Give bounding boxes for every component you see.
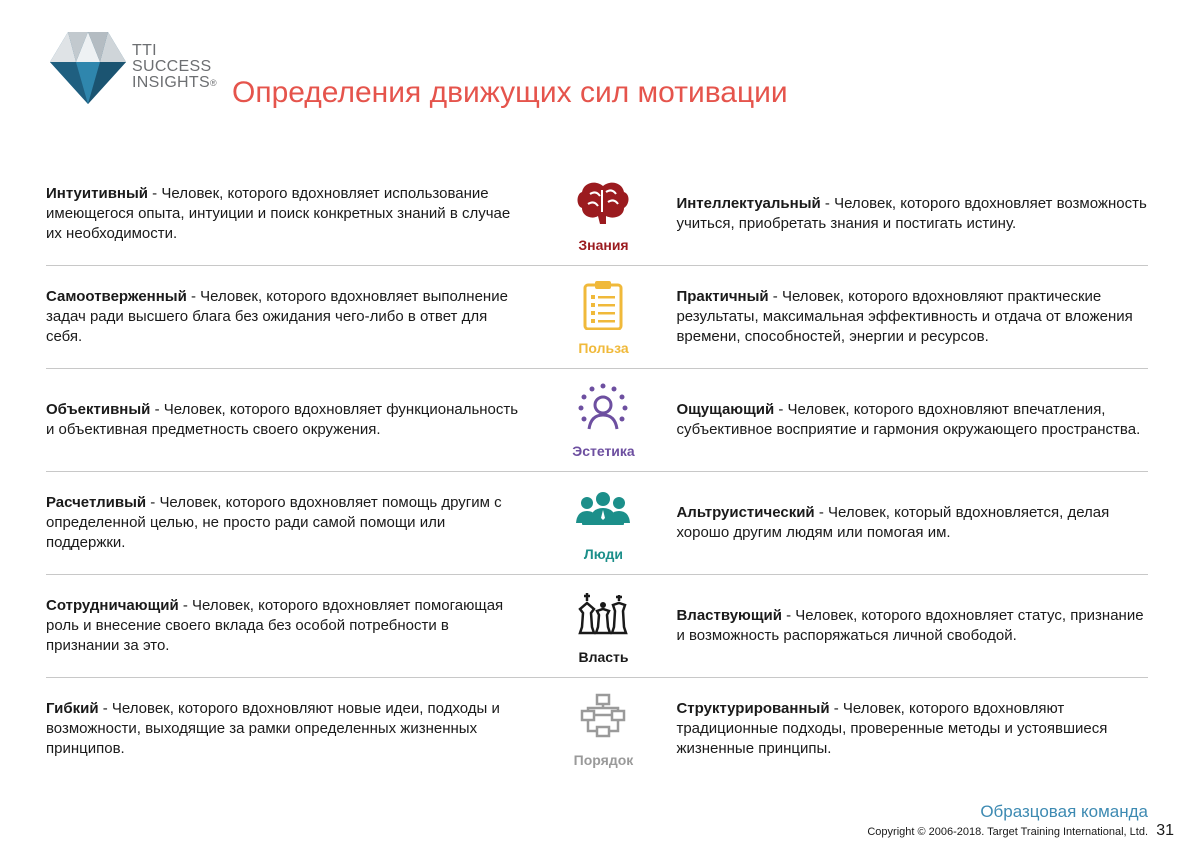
copyright-text: Copyright © 2006-2018. Target Training International, Ltd. <box>867 826 1148 838</box>
left-definition: Сотрудничающий - Человек, которого вдохновляет помогающая роль и внесение своего вклада без особой потребности в признании за это. <box>46 597 504 654</box>
left-definition: Гибкий - Человек, которого вдохновляют новые идеи, подходы и возможности, выходящие за рамки определенных жизненных принципов. <box>46 700 500 757</box>
right-definition: Структурированный - Человек, которого вдохновляют традиционные подходы, проверенные методы и устоявшиеся жизненные принципы. <box>676 700 1108 757</box>
page-number: 31 <box>1156 822 1174 839</box>
motivator-badge <box>533 478 675 568</box>
tti-logo <box>46 26 226 110</box>
flowchart-icon <box>576 690 630 744</box>
right-definition: Практичный - Человек, которого вдохновляют практические результаты, максимальная эффективность и отдача от вложения времени, способностей, энергии и ресурсов. <box>676 288 1133 345</box>
logo-wordmark: TTI SUCCESS INSIGHTS® <box>132 42 217 91</box>
motivator-badge <box>533 272 675 362</box>
left-definition: Самоотверженный - Человек, которого вдохновляет выполнение задач ради высшего блага без ожидания чего-либо в ответ для себя. <box>46 288 508 345</box>
right-definition: Ощущающий - Человек, которого вдохновляют впечатления, субъективное восприятие и гармония окружающего пространства. <box>676 401 1141 438</box>
table-row <box>46 266 1148 369</box>
motivator-badge <box>533 375 675 465</box>
motivator-label: Люди <box>583 546 624 562</box>
left-definition: Расчетливый - Человек, которого вдохновляет помощь другим с определенной целью, не просто ради самой помощи или поддержки. <box>46 494 502 551</box>
table-row <box>46 472 1148 575</box>
person-aura-icon <box>576 381 630 435</box>
right-definition: Властвующий - Человек, которого вдохновляет статус, признание и возможность распоряжаться личной свободой. <box>676 607 1144 644</box>
team-name: Образцовая команда <box>980 802 1148 821</box>
left-definition: Интуитивный - Человек, которого вдохновляет использование имеющегося опыта, интуиции и поиск конкретных знаний в случае их необходимости. <box>46 185 511 242</box>
motivator-badge <box>533 581 675 671</box>
table-row <box>46 163 1148 266</box>
motivator-badge <box>533 684 675 774</box>
table-row <box>46 369 1148 472</box>
motivators-table <box>46 163 1148 780</box>
clipboard-icon <box>576 278 630 332</box>
table-row <box>46 575 1148 678</box>
chess-pieces-icon <box>576 587 630 641</box>
right-definition: Альтруистический - Человек, который вдохновляется, делая хорошо другим людям или помогая им. <box>676 504 1110 541</box>
motivator-badge <box>533 169 675 259</box>
table-row <box>46 678 1148 780</box>
left-definition: Объективный - Человек, которого вдохновляет функциональность и объективная предметность своего окружения. <box>46 401 519 438</box>
people-group-icon <box>576 484 630 538</box>
motivator-label: Власть <box>578 649 629 665</box>
motivator-label: Знания <box>578 237 629 253</box>
page-title: Определения движущих сил мотивации <box>232 76 788 109</box>
motivator-label: Порядок <box>573 752 634 768</box>
right-definition: Интеллектуальный - Человек, которого вдохновляет возможность учиться, приобретать знания и постигать истину. <box>676 195 1147 232</box>
diamond-logo-icon <box>46 26 130 106</box>
motivator-label: Эстетика <box>572 443 635 459</box>
motivator-label: Польза <box>578 340 629 356</box>
brain-icon <box>576 175 630 229</box>
